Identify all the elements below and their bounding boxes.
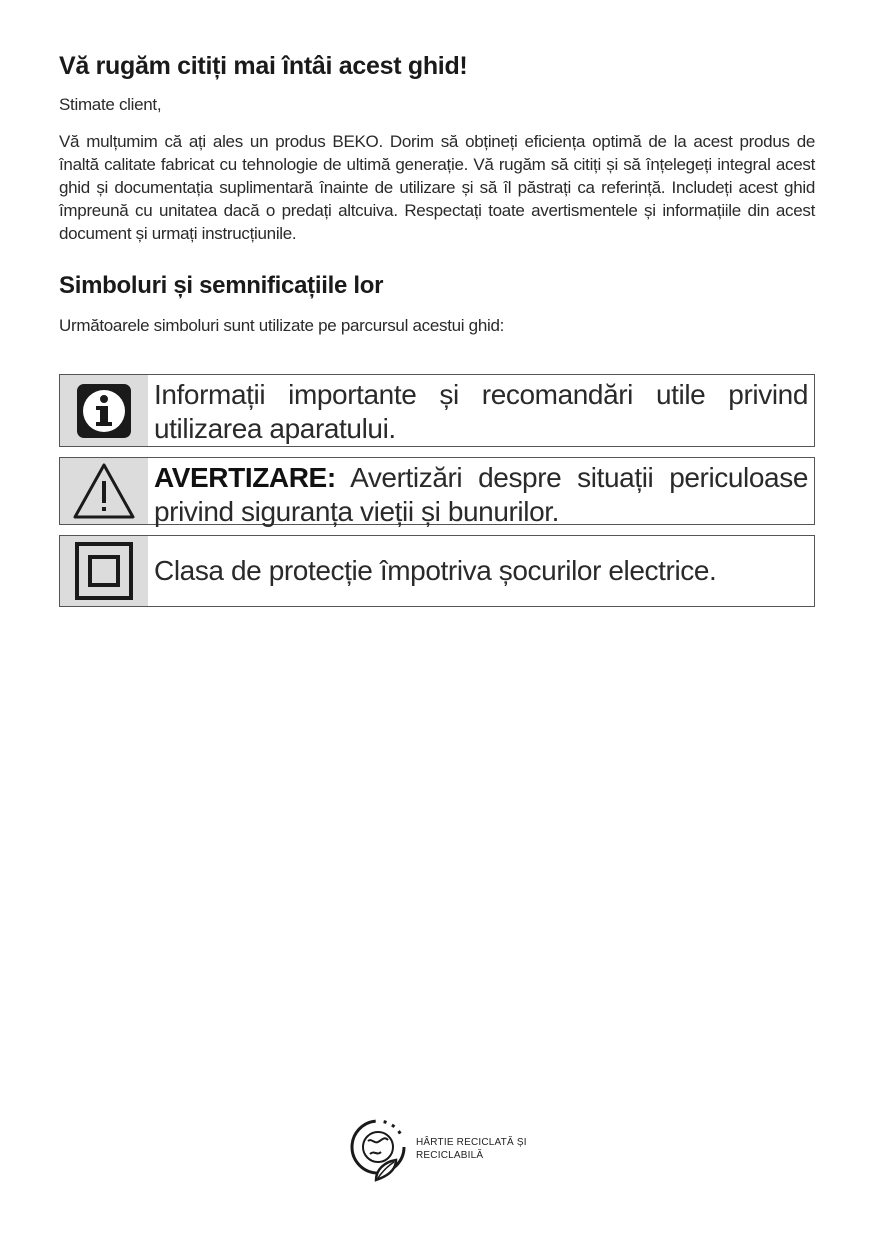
symbol-warning-text: AVERTIZARE: Avertizări despre situații periculoase privind siguranța vieții și bunurilor. xyxy=(154,462,808,527)
symbols-heading: Simboluri și semnificațiile lor xyxy=(59,272,384,299)
info-icon-cell xyxy=(60,375,148,446)
warning-label: AVERTIZARE: xyxy=(154,462,336,493)
recycled-paper-icon xyxy=(346,1114,408,1184)
intro-paragraph: Vă mulțumim că ați ales un produs BEKO. Dorim să obțineți eficiența optimă de la acest produs de înaltă calitate fabricat cu tehnologie de ultimă generație. Vă rugăm să citiți și să înțelegeți integral acest ghid și documentația suplimentară înainte de utilizare și să îl păstrați ca referință. Includeți acest ghid împreună cu unitatea dacă o predați altcuiva. Respectați toate avertismentele și informațiile din acest document și urmați instrucțiunile. xyxy=(59,132,815,243)
greeting-text: Stimate client, xyxy=(59,95,162,114)
symbols-intro: Următoarele simboluri sunt utilizate pe parcursul acestui ghid: xyxy=(59,316,505,335)
symbol-info-text: Informații importante și recomandări utile privind utilizarea aparatului. xyxy=(154,379,808,444)
double-insulation-icon-cell xyxy=(60,536,148,606)
info-icon xyxy=(75,382,133,440)
symbol-class-text: Clasa de protecție împotriva șocurilor electrice. xyxy=(154,555,717,586)
footer-recycled-text: HÂRTIE RECICLATĂ ȘI RECICLABILĂ xyxy=(416,1137,527,1161)
symbol-row-info xyxy=(59,374,815,447)
warning-icon xyxy=(72,462,136,520)
page-title: Vă rugăm citiți mai întâi acest ghid! xyxy=(59,52,468,80)
double-insulation-icon xyxy=(74,541,134,601)
symbol-row-warning xyxy=(59,457,815,525)
symbol-row-protection-class xyxy=(59,535,815,607)
recycled-paper-logo xyxy=(346,1113,546,1185)
page-content xyxy=(59,52,815,607)
warning-icon-cell xyxy=(60,458,148,524)
